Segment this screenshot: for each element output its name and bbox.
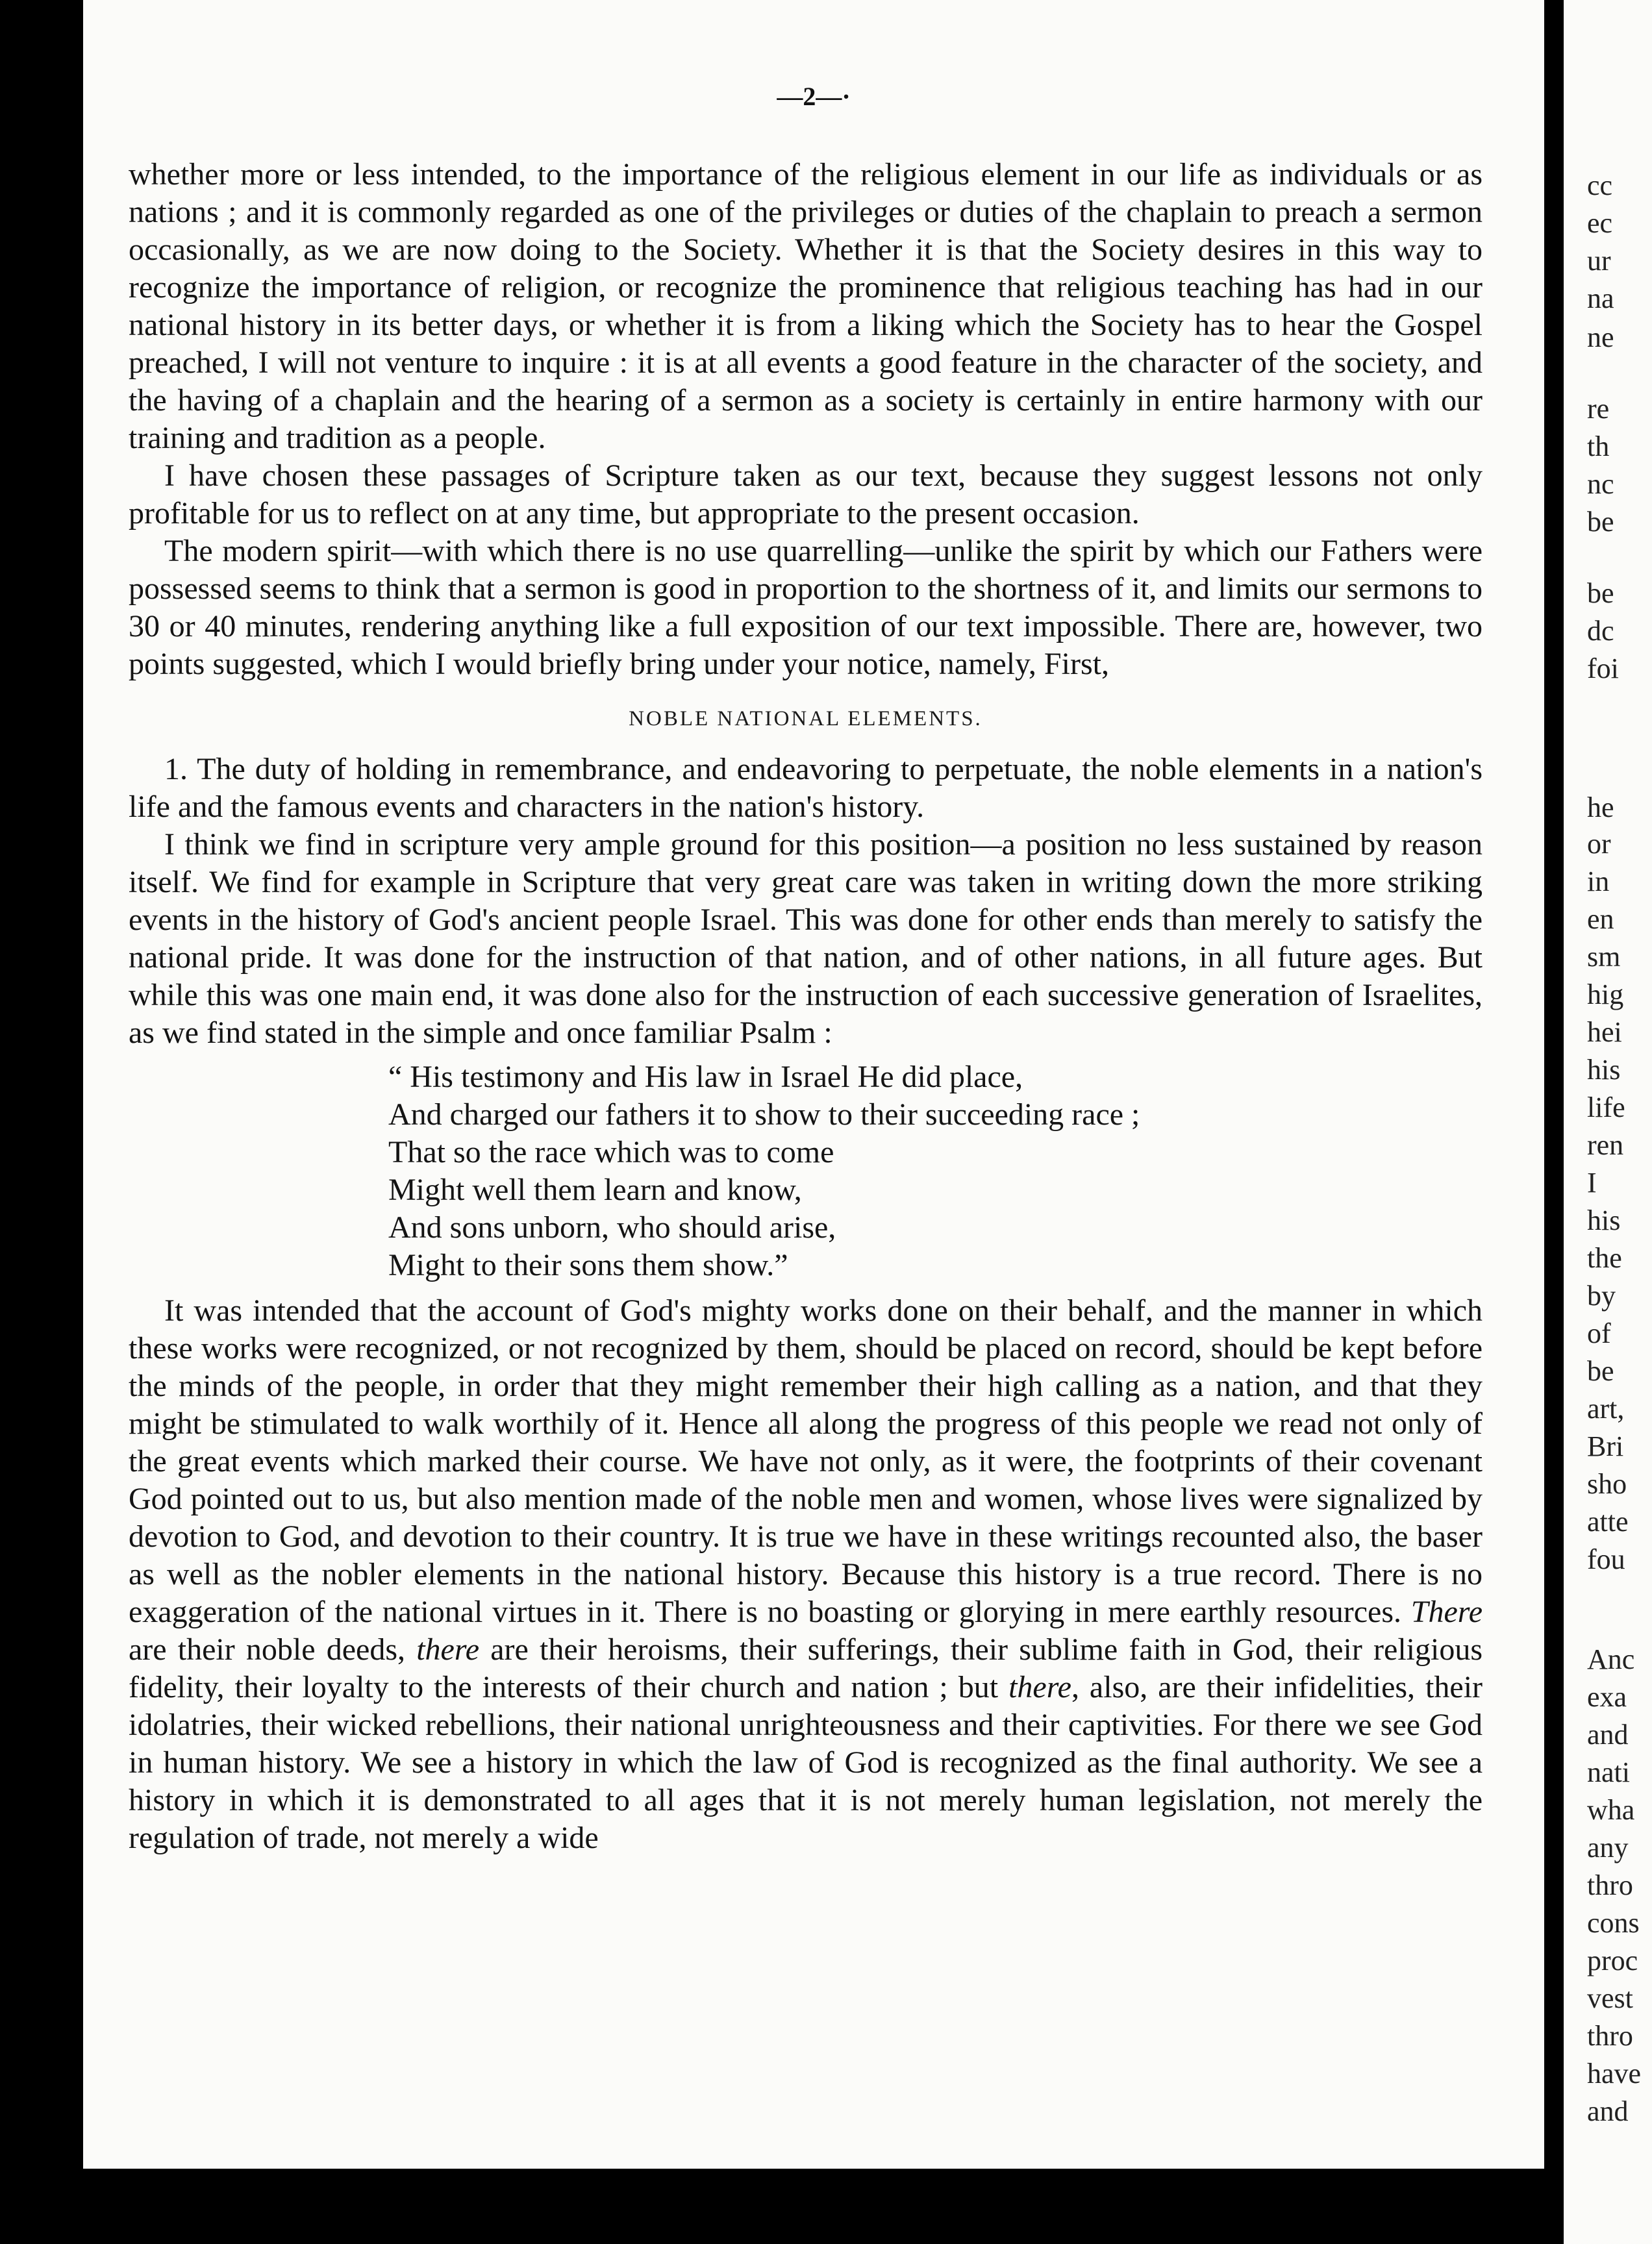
- fragment-text: his: [1587, 1204, 1621, 1236]
- fragment-text: have: [1587, 2058, 1642, 2089]
- verse-line: Might well them learn and know,: [388, 1173, 802, 1207]
- fragment-text: dc: [1587, 615, 1614, 647]
- psalm-verse: [388, 1058, 1483, 1284]
- fragment-text: life: [1587, 1091, 1625, 1123]
- page-number: —2—·: [777, 82, 851, 111]
- paragraph: [129, 1292, 1483, 1857]
- fragment-text: I: [1587, 1167, 1597, 1199]
- fragment-text: exa: [1587, 1681, 1627, 1713]
- document-page: [83, 0, 1544, 2169]
- sermon-text: [129, 156, 1483, 1857]
- verse-line: That so the race which was to come: [388, 1135, 834, 1169]
- fragment-text: by: [1587, 1280, 1616, 1312]
- fragment-text: re: [1587, 393, 1610, 425]
- fragment-text: thro: [1587, 1869, 1633, 1901]
- fragment-text: nati: [1587, 1756, 1630, 1788]
- fragment-text: fou: [1587, 1543, 1625, 1575]
- fragment-text: Bri: [1587, 1430, 1624, 1462]
- fragment-text: in: [1587, 866, 1610, 897]
- fragment-text: Anc: [1587, 1643, 1635, 1675]
- fragment-text: be: [1587, 506, 1614, 538]
- fragment-text: ec: [1587, 207, 1613, 239]
- fragment-text: and: [1587, 1719, 1629, 1751]
- fragment-text: art,: [1587, 1393, 1625, 1425]
- fragment-text: cons: [1587, 1907, 1640, 1939]
- italic-word: there: [416, 1632, 480, 1667]
- fragment-text: sm: [1587, 941, 1621, 973]
- section-heading: NOBLE NATIONAL ELEMENTS.: [629, 707, 982, 730]
- fragment-text: thro: [1587, 2020, 1633, 2052]
- fragment-text: or: [1587, 828, 1611, 860]
- fragment-text: ne: [1587, 321, 1614, 353]
- paragraph-text: It was intended that the account of God's mighty works done on their behalf, and the manner in which these works were recognized, or not recognized by them, should be placed on record, should be kept before the minds of the people, in order that they might remember their high calling as a nation, and that they might be stimulated to walk worthily of it. Hence all along the progress of this people we read not only of the great events which marked their course. We have not only, as it were, the footprints of their covenant God pointed out to us, but also mention made of the noble men and women, whose lives were signalized by devotion to God, and devotion to their country. It is true we have in these writings recounted also, the baser as well as the nobler elements in the national history. Because this history is a true record. There is no exaggeration of the national virtues in it. There is no boasting or glorying in mere earthly resources.: [129, 1293, 1483, 1629]
- paragraph: The modern spirit—with which there is no use quarrelling—unlike the spirit by which our Fathers were possessed seems to think that a sermon is good in proportion to the shortness of it, and limits our sermons to 30 or 40 minutes, rendering anything like a full exposition of our text impossible. There are, however, two points suggested, which I would briefly bring under your notice, namely, First,: [129, 534, 1483, 681]
- fragment-text: he: [1587, 792, 1614, 823]
- fragment-text: vest: [1587, 1982, 1633, 2014]
- verse-line: And charged our fathers it to show to their succeeding race ;: [388, 1097, 1140, 1132]
- paragraph-text: are their heroisms, their sufferings, their sublime faith in God, their religious fidelity, their loyalty to the interests of their church and nation ; but: [129, 1632, 1483, 1704]
- verse-line: “ His testimony and His law in Israel He did place,: [388, 1060, 1023, 1094]
- fragment-text: atte: [1587, 1506, 1629, 1538]
- fragment-text: ur: [1587, 245, 1611, 277]
- scan-gutter: [1544, 0, 1564, 2244]
- italic-word: There: [1410, 1595, 1483, 1629]
- adjacent-page-fragment: [1564, 0, 1652, 2244]
- fragment-text: and: [1587, 2095, 1629, 2127]
- fragment-text: cc: [1587, 169, 1613, 201]
- verse-line: And sons unborn, who should arise,: [388, 1210, 836, 1245]
- fragment-text: hig: [1587, 979, 1624, 1010]
- fragment-text: sho: [1587, 1468, 1627, 1500]
- paragraph: I think we find in scripture very ample ground for this position—a position no less sustained by reason itself. We find for example in Scripture that very great care was taken in writing down the more striking events in the history of God's ancient people Israel. This was done for other ends than merely to satisfy the national pride. It was done for the instruction of that nation, and of other nations, in all future ages. But while this was one main end, it was done also for the instruction of each successive generation of Israelites, as we find stated in the simple and once familiar Psalm :: [129, 827, 1483, 1050]
- fragment-text: his: [1587, 1054, 1621, 1086]
- paragraph: 1. The duty of holding in remembrance, and endeavoring to perpetuate, the noble elements in a nation's life and the famous events and characters in the nation's history.: [129, 752, 1483, 824]
- fragment-text: na: [1587, 282, 1614, 314]
- fragment-text: any: [1587, 1832, 1629, 1864]
- fragment-text: foi: [1587, 653, 1619, 684]
- fragment-text: nc: [1587, 468, 1614, 500]
- fragment-text: th: [1587, 430, 1610, 462]
- paragraph: whether more or less intended, to the importance of the religious element in our life as individuals or as nations ; and it is commonly regarded as one of the privileges or duties of the chaplain to preach a sermon occasionally, as we are now doing to the Society. Whether it is that the Society desires in this way to recognize the importance of religion, or recognize the prominence that religious teaching has had in our national history in its better days, or whether it is from a liking which the Society has to hear the Gospel preached, I will not venture to inquire : it is at all events a good feature in the character of the society, and the having of a chaplain and the hearing of a sermon as a society is certainly in entire harmony with our training and tradition as a people.: [129, 157, 1483, 455]
- fragment-text: be: [1587, 1355, 1614, 1387]
- paragraph: I have chosen these passages of Scripture taken as our text, because they suggest lessons not only profitable for us to reflect on at any time, but appropriate to the present occasion.: [129, 458, 1483, 530]
- paragraph-text: , also, are their infidelities, their idolatries, their wicked rebellions, their national unrighteousness and their captivities. For there we see God in human history. We see a history in which the law of God is recognized as the final authority. We see a history in which it is demonstrated to all ages that it is not merely human legislation, not merely the regulation of trade, not merely a wide: [129, 1670, 1483, 1855]
- fragment-text: the: [1587, 1242, 1622, 1274]
- fragment-text: proc: [1587, 1945, 1638, 1976]
- fragment-text: be: [1587, 577, 1614, 609]
- fragment-text: hei: [1587, 1016, 1622, 1048]
- fragment-text: of: [1587, 1317, 1611, 1349]
- fragment-text: wha: [1587, 1794, 1635, 1826]
- fragment-text: en: [1587, 903, 1614, 935]
- verse-line: Might to their sons them show.”: [388, 1248, 788, 1282]
- italic-word: there: [1008, 1670, 1071, 1704]
- paragraph-text: are their noble deeds,: [129, 1632, 417, 1667]
- fragment-text: ren: [1587, 1129, 1624, 1161]
